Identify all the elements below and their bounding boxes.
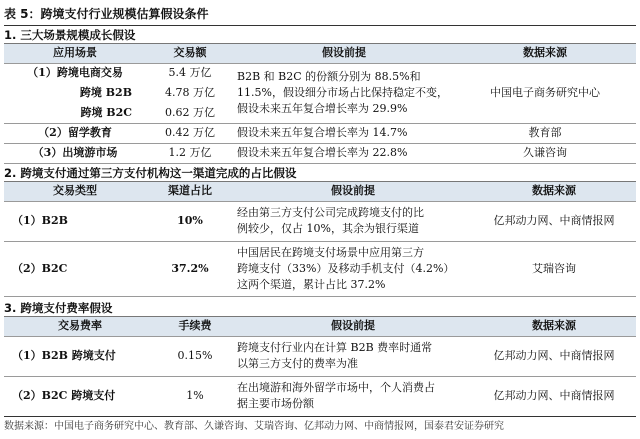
premise-line: 跨境支付（33%）及移动手机支付（4.2%） — [237, 261, 455, 275]
table-row — [4, 143, 636, 163]
table-row — [4, 201, 636, 241]
source-cell: 久谦咨询 — [454, 143, 636, 163]
premise-cell — [234, 376, 472, 416]
premise-line: 11.5%，假设细分市场占比保持稳定不变， — [237, 86, 448, 99]
source-cell: 艾瑞咨询 — [472, 241, 636, 296]
section3-heading: 3. 跨境支付费率假设 — [4, 300, 636, 316]
amount-cell: 0.62 万亿 — [146, 103, 234, 123]
table-row — [4, 336, 636, 376]
header-premise: 假设前提 — [234, 44, 454, 63]
premise-cell — [234, 241, 472, 296]
fee-type-cell: （1）B2B 跨境支付 — [4, 336, 156, 376]
section2-heading: 2. 跨境支付通过第三方支付机构这一渠道完成的占比假设 — [4, 165, 636, 181]
table-row — [4, 376, 636, 416]
source-cell: 教育部 — [454, 123, 636, 143]
header-source: 数据来源 — [454, 44, 636, 63]
scene-cell: （3）出境游市场 — [4, 143, 146, 163]
table-row — [4, 123, 636, 143]
scene-cell: （1）跨境电商交易 — [27, 66, 123, 80]
premise-line: 在出境游和海外留学市场中，个人消费占 — [237, 381, 435, 394]
header-share: 渠道占比 — [146, 182, 234, 201]
premise-line: 假设未来五年复合增长率为 29.9% — [237, 102, 408, 115]
data-source-footnote: 数据来源：中国电子商务研究中心、教育部、久谦咨询、艾瑞咨询、亿邦动力网、中商情报网，国泰君安证券研究 — [4, 421, 504, 432]
scene-cell: 跨境 B2C — [4, 103, 146, 123]
header-amount: 交易额 — [146, 44, 234, 63]
header-scene: 应用场景 — [4, 44, 146, 63]
header-premise: 假设前提 — [234, 182, 472, 201]
section2-header-row — [4, 182, 636, 201]
fee-type-cell: （2）B2C 跨境支付 — [12, 389, 116, 402]
header-type: 交易类型 — [4, 182, 146, 201]
premise-line: B2B 和 B2C 的份额分别为 88.5%和 — [237, 70, 421, 83]
table-title: 表 5：跨境支付行业规模估算假设条件 — [4, 7, 209, 21]
top-rule — [4, 25, 636, 26]
premise-line: 跨境支付行业内在计算 B2B 费率时通常 — [237, 341, 433, 354]
share-cell: 10% — [146, 201, 234, 241]
amount-cell: 1.2 万亿 — [146, 143, 234, 163]
premise-cell: 假设未来五年复合增长率为 14.7% — [234, 123, 454, 143]
header-source: 数据来源 — [472, 317, 636, 336]
ecommerce-source-cell: 中国电子商务研究中心 — [454, 63, 636, 123]
premise-line: 例较少，仅占 10%，其余为银行渠道 — [237, 222, 419, 235]
section3-table — [4, 317, 636, 417]
share-cell: 37.2% — [146, 241, 234, 296]
premise-line: 经由第三方支付公司完成跨境支付的比 — [237, 206, 424, 219]
scene-cell: （2）留学教育 — [4, 123, 146, 143]
amount-cell: 5.4 万亿 — [168, 66, 212, 80]
premise-cell — [234, 336, 472, 376]
header-premise: 假设前提 — [234, 317, 472, 336]
header-source: 数据来源 — [472, 182, 636, 201]
ecommerce-premise-cell — [234, 63, 454, 123]
premise-cell — [234, 201, 472, 241]
section1-heading: 1. 三大场景规模成长假设 — [4, 27, 636, 43]
header-fee: 手续费 — [156, 317, 234, 336]
scene-cell: 跨境 B2B — [79, 86, 132, 99]
source-cell: 亿邦动力网、中商情报网 — [493, 389, 615, 402]
type-cell: （2）B2C — [4, 241, 146, 296]
table-row — [4, 63, 636, 83]
premise-line: 中国居民在跨境支付场景中应用第三方 — [237, 245, 424, 259]
source-cell: 亿邦动力网、中商情报网 — [472, 336, 636, 376]
header-fee-type: 交易费率 — [4, 317, 156, 336]
section3-header-row — [4, 317, 636, 336]
amount-cell: 0.42 万亿 — [146, 123, 234, 143]
premise-line: 这两个渠道，累计占比 37.2% — [237, 277, 386, 291]
premise-line: 据主要市场份额 — [237, 397, 314, 410]
section2-table — [4, 182, 636, 297]
source-cell: 亿邦动力网、中商情报网 — [472, 201, 636, 241]
fee-cell: 0.15% — [156, 336, 234, 376]
premise-cell: 假设未来五年复合增长率为 22.8% — [234, 143, 454, 163]
premise-line: 以第三方支付的费率为准 — [237, 357, 358, 370]
section1-table — [4, 44, 636, 164]
fee-cell: 1% — [186, 389, 204, 402]
type-cell: （1）B2B — [4, 201, 146, 241]
amount-cell: 4.78 万亿 — [165, 86, 215, 99]
table-row — [4, 241, 636, 296]
section1-header-row — [4, 44, 636, 63]
